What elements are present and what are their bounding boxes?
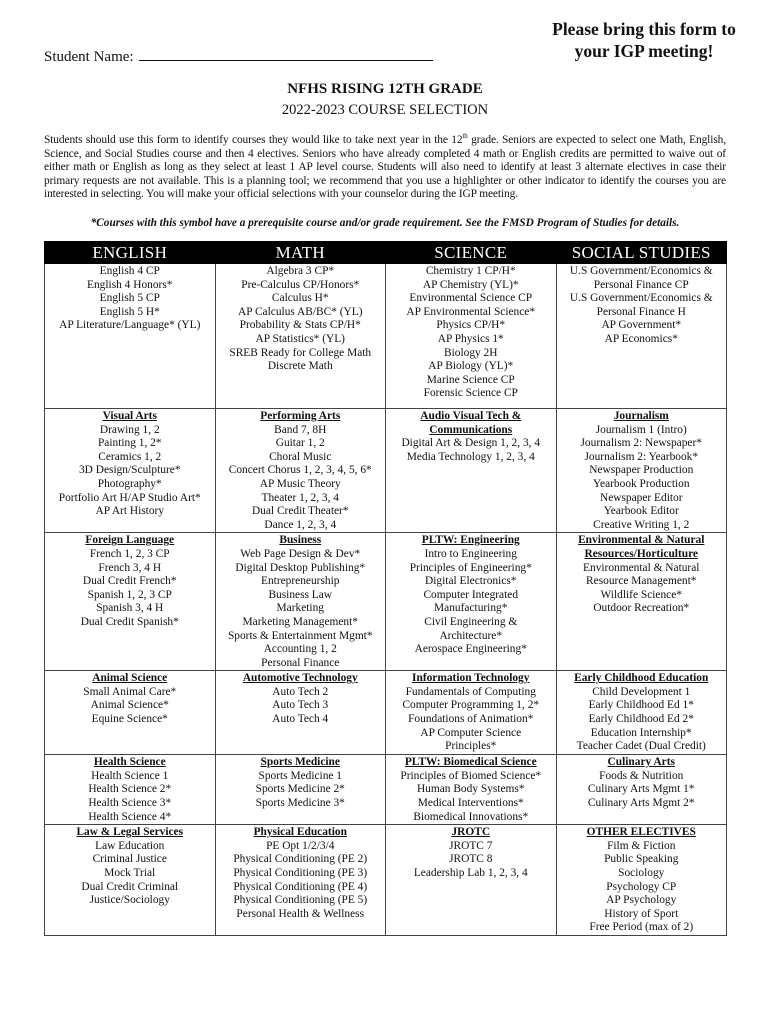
category-heading: OTHER ELECTIVES bbox=[586, 826, 696, 839]
course-item: Yearbook Production bbox=[592, 477, 690, 490]
course-item: JROTC 7 bbox=[449, 839, 493, 852]
category-heading: Culinary Arts bbox=[607, 756, 675, 769]
course-item: Discrete Math bbox=[267, 360, 333, 373]
course-item: AP Art History bbox=[95, 505, 165, 518]
course-item: Auto Tech 4 bbox=[272, 713, 329, 726]
category-heading: Business bbox=[279, 534, 322, 547]
course-item: AP Chemistry (YL)* bbox=[422, 278, 519, 291]
course-item: Early Childhood Ed 1* bbox=[588, 699, 694, 712]
course-item: Marketing Management* bbox=[242, 615, 358, 628]
course-cell bbox=[386, 409, 557, 533]
course-item: Culinary Arts Mgmt 2* bbox=[587, 797, 695, 810]
header-social-studies: SOCIAL STUDIES bbox=[556, 242, 727, 264]
course-item: Journalism 1 (Intro) bbox=[595, 423, 687, 436]
course-item: Equine Science* bbox=[91, 713, 168, 726]
course-grid bbox=[44, 241, 727, 936]
course-item: Foods & Nutrition bbox=[599, 769, 684, 782]
course-item: English 4 Honors* bbox=[87, 278, 173, 291]
course-cell bbox=[215, 264, 386, 409]
course-item: Dance 1, 2, 3, 4 bbox=[264, 518, 337, 531]
course-item: Computer Integrated bbox=[423, 588, 519, 601]
course-item: Auto Tech 2 bbox=[272, 685, 329, 698]
course-item: AP Economics* bbox=[604, 332, 678, 345]
course-item: Criminal Justice bbox=[92, 853, 167, 866]
category-heading: Animal Science bbox=[92, 672, 168, 685]
course-item: Principles of Engineering* bbox=[409, 561, 532, 574]
course-item: Ceramics 1, 2 bbox=[98, 450, 162, 463]
header-english: ENGLISH bbox=[45, 242, 216, 264]
category-heading: Health Science bbox=[93, 756, 166, 769]
course-item: PE Opt 1/2/3/4 bbox=[266, 839, 335, 852]
category-heading: PLTW: Engineering bbox=[421, 534, 520, 547]
course-item: Marine Science CP bbox=[426, 373, 515, 386]
category-heading: Visual Arts bbox=[102, 410, 157, 422]
course-item: Health Science 3* bbox=[88, 797, 172, 810]
course-item: 3D Design/Sculpture* bbox=[78, 464, 181, 477]
course-cell bbox=[45, 671, 216, 755]
course-item: Principles of Biomed Science* bbox=[400, 769, 542, 782]
course-item: Sports & Entertainment Mgmt* bbox=[227, 629, 373, 642]
course-cell bbox=[45, 533, 216, 671]
course-item: Principles* bbox=[445, 740, 497, 753]
course-item: Sports Medicine 1 bbox=[258, 769, 343, 782]
course-item: Painting 1, 2* bbox=[97, 437, 162, 450]
course-item: AP Psychology bbox=[606, 894, 677, 907]
course-item: Band 7, 8H bbox=[274, 423, 327, 436]
course-cell bbox=[556, 671, 727, 755]
course-item: Resource Management* bbox=[586, 575, 697, 588]
course-row bbox=[45, 533, 727, 671]
intro-paragraph bbox=[44, 134, 726, 202]
course-item: Wildlife Science* bbox=[600, 588, 682, 601]
course-item: Forensic Science CP bbox=[423, 387, 518, 400]
category-heading: Sports Medicine bbox=[260, 756, 340, 769]
course-item: Algebra 3 CP* bbox=[266, 265, 335, 277]
course-item: Digital Art & Design 1, 2, 3, 4 bbox=[401, 437, 541, 450]
course-item: Choral Music bbox=[269, 450, 332, 463]
course-cell bbox=[215, 409, 386, 533]
course-cell bbox=[215, 671, 386, 755]
course-cell bbox=[386, 671, 557, 755]
course-item: Dual Credit Spanish* bbox=[80, 615, 179, 628]
course-item: Outdoor Recreation* bbox=[593, 602, 690, 615]
course-cell bbox=[386, 533, 557, 671]
course-cell bbox=[215, 533, 386, 671]
course-item: English 4 CP bbox=[99, 265, 160, 277]
course-item: Chemistry 1 CP/H* bbox=[425, 265, 516, 277]
course-item: Personal Finance CP bbox=[593, 278, 689, 291]
course-item: Human Body Systems* bbox=[416, 783, 525, 796]
category-heading: Performing Arts bbox=[260, 410, 341, 422]
course-item: Physical Conditioning (PE 5) bbox=[233, 894, 368, 907]
course-item: Intro to Engineering bbox=[424, 547, 517, 560]
course-item: English 5 H* bbox=[99, 305, 160, 318]
course-item: Spanish 3, 4 H bbox=[96, 602, 164, 615]
course-item: Spanish 1, 2, 3 CP bbox=[87, 588, 172, 601]
student-name-row bbox=[44, 46, 433, 66]
course-item: Sociology bbox=[618, 867, 665, 880]
course-row bbox=[45, 409, 727, 533]
course-item: Drawing 1, 2 bbox=[99, 423, 160, 436]
course-item: Journalism 2: Newspaper* bbox=[580, 437, 702, 450]
course-item: Physical Conditioning (PE 4) bbox=[233, 880, 368, 893]
course-item: Early Childhood Ed 2* bbox=[588, 713, 694, 726]
course-item: Biomedical Innovations* bbox=[413, 810, 529, 823]
course-item: JROTC 8 bbox=[449, 853, 493, 866]
course-item: Digital Electronics* bbox=[425, 575, 517, 588]
course-cell bbox=[45, 755, 216, 825]
prerequisite-note: *Courses with this symbol have a prerequisite course and/or grade requirement. See the FMSD Program of Studies for details. bbox=[90, 217, 680, 229]
course-item: Architecture* bbox=[439, 629, 503, 642]
category-heading: Journalism bbox=[613, 410, 669, 422]
course-item: Public Speaking bbox=[604, 853, 679, 866]
course-item: Pre-Calculus CP/Honors* bbox=[241, 278, 360, 291]
course-item: Environmental Science CP bbox=[409, 292, 533, 305]
course-cell bbox=[45, 264, 216, 409]
course-cell bbox=[556, 264, 727, 409]
student-name-label: Student Name: bbox=[44, 49, 138, 65]
category-heading: JROTC bbox=[451, 826, 491, 839]
course-item: Marketing bbox=[276, 602, 324, 615]
course-cell bbox=[45, 825, 216, 936]
course-item: Animal Science* bbox=[90, 699, 169, 712]
course-item: Calculus H* bbox=[271, 292, 329, 305]
course-item: Creative Writing 1, 2 bbox=[593, 518, 690, 531]
course-item: Theater 1, 2, 3, 4 bbox=[261, 491, 339, 504]
course-item: Child Development 1 bbox=[592, 685, 691, 698]
category-heading: Automotive Technology bbox=[242, 672, 358, 685]
course-item: Film & Fiction bbox=[607, 839, 676, 852]
course-item: Web Page Design & Dev* bbox=[240, 547, 361, 560]
course-item: AP Literature/Language* (YL) bbox=[59, 319, 201, 332]
course-item: Dual Credit Theater* bbox=[251, 505, 349, 518]
course-item: Small Animal Care* bbox=[83, 685, 177, 698]
course-item: Newspaper Production bbox=[589, 464, 694, 477]
course-cell bbox=[386, 264, 557, 409]
course-item: Personal Health & Wellness bbox=[236, 907, 365, 920]
course-item: Journalism 2: Yearbook* bbox=[584, 450, 699, 463]
course-item: Medical Interventions* bbox=[417, 797, 524, 810]
course-item: Health Science 1 bbox=[91, 769, 169, 782]
course-item: Culinary Arts Mgmt 1* bbox=[587, 783, 695, 796]
course-item: Teacher Cadet (Dual Credit) bbox=[576, 740, 706, 753]
category-heading: Audio Visual Tech & Communications bbox=[420, 410, 522, 436]
course-cell bbox=[45, 409, 216, 533]
course-row bbox=[45, 755, 727, 825]
course-item: Mock Trial bbox=[104, 867, 156, 880]
header-row bbox=[45, 242, 727, 264]
course-item: Fundamentals of Computing bbox=[405, 685, 536, 698]
course-item: Free Period (max of 2) bbox=[589, 921, 694, 934]
course-item: Biology 2H bbox=[444, 346, 498, 359]
intro-text-part1: Students should use this form to identify courses they would like to take next year in the 12 bbox=[44, 134, 463, 146]
course-item: History of Sport bbox=[604, 907, 679, 920]
course-item: Aerospace Engineering* bbox=[414, 643, 527, 656]
course-cell bbox=[556, 409, 727, 533]
course-item: Digital Desktop Publishing* bbox=[235, 561, 366, 574]
intro-text-part2: grade. Seniors are expected to select one Math, English, Science, and Social Studies course and then 4 electives. Seniors who have already completed 4 math or English credits are permitted to waive out of either math or English as long as they select at least 1 AP level course. Students will also need to identify at least 3 alternate electives in case their primary requests are not available. This is a planning tool; we recommend that you use a highlighter or other indicator to identify the courses you are interested in selecting. You will make your official selections with your counselor during the IGP meeting. bbox=[44, 134, 726, 201]
intro-superscript: th bbox=[462, 132, 468, 141]
course-item: French 3, 4 H bbox=[98, 561, 162, 574]
course-item: U.S Government/Economics & bbox=[569, 292, 713, 305]
course-row bbox=[45, 264, 727, 409]
course-item: Health Science 4* bbox=[88, 810, 172, 823]
course-item: Sports Medicine 2* bbox=[255, 783, 345, 796]
course-item: Justice/Sociology bbox=[89, 894, 170, 907]
course-item: Foundations of Animation* bbox=[408, 713, 534, 726]
course-item: Sports Medicine 3* bbox=[255, 797, 345, 810]
course-item: Environmental & Natural bbox=[583, 561, 700, 574]
course-item: Portfolio Art H/AP Studio Art* bbox=[58, 491, 201, 504]
course-item: Media Technology 1, 2, 3, 4 bbox=[406, 450, 535, 463]
course-row bbox=[45, 671, 727, 755]
course-item: SREB Ready for College Math bbox=[229, 346, 372, 359]
bring-form-reminder: Please bring this form to your IGP meeting! bbox=[552, 19, 736, 61]
category-heading: Physical Education bbox=[253, 826, 347, 839]
course-item: Newspaper Editor bbox=[599, 491, 683, 504]
course-item: Leadership Lab 1, 2, 3, 4 bbox=[413, 867, 528, 880]
course-row bbox=[45, 825, 727, 936]
course-item: Yearbook Editor bbox=[603, 505, 679, 518]
course-item: Physics CP/H* bbox=[436, 319, 506, 332]
course-item: Psychology CP bbox=[606, 880, 677, 893]
course-item: Personal Finance H bbox=[596, 305, 686, 318]
header-math: MATH bbox=[215, 242, 386, 264]
course-item: Personal Finance bbox=[261, 656, 340, 669]
course-item: AP Biology (YL)* bbox=[428, 360, 514, 373]
student-name-field[interactable] bbox=[139, 46, 433, 61]
course-item: Accounting 1, 2 bbox=[263, 643, 337, 656]
course-item: Physical Conditioning (PE 2) bbox=[233, 853, 368, 866]
course-item: Education Internship* bbox=[590, 726, 692, 739]
course-item: Dual Credit French* bbox=[82, 575, 177, 588]
course-item: Manufacturing* bbox=[434, 602, 508, 615]
course-cell bbox=[386, 825, 557, 936]
course-item: Health Science 2* bbox=[88, 783, 172, 796]
header-science: SCIENCE bbox=[386, 242, 557, 264]
course-item: Computer Programming 1, 2* bbox=[402, 699, 540, 712]
course-item: AP Computer Science bbox=[420, 726, 522, 739]
course-cell bbox=[215, 825, 386, 936]
course-item: Dual Credit Criminal bbox=[81, 880, 179, 893]
category-heading: Environmental & Natural Resources/Horticulture bbox=[578, 534, 705, 560]
category-heading: Information Technology bbox=[412, 672, 530, 685]
course-item: Civil Engineering & bbox=[424, 615, 518, 628]
course-cell bbox=[556, 533, 727, 671]
course-item: Entrepreneurship bbox=[261, 575, 340, 588]
course-item: English 5 CP bbox=[99, 292, 160, 305]
course-item: Business Law bbox=[268, 588, 333, 601]
form-title: NFHS RISING 12TH GRADE bbox=[287, 81, 483, 97]
course-cell bbox=[556, 825, 727, 936]
course-item: AP Government* bbox=[601, 319, 682, 332]
category-heading: Foreign Language bbox=[85, 534, 175, 547]
course-item: Photography* bbox=[97, 477, 162, 490]
category-heading: Early Childhood Education bbox=[574, 672, 709, 685]
course-item: French 1, 2, 3 CP bbox=[89, 547, 170, 560]
course-item: U.S Government/Economics & bbox=[569, 265, 713, 277]
course-item: AP Statistics* (YL) bbox=[255, 332, 345, 345]
form-subtitle: 2022-2023 COURSE SELECTION bbox=[281, 102, 489, 118]
course-item: Auto Tech 3 bbox=[272, 699, 329, 712]
course-item: Concert Chorus 1, 2, 3, 4, 5, 6* bbox=[228, 464, 372, 477]
category-heading: PLTW: Biomedical Science bbox=[404, 756, 537, 769]
course-item: AP Physics 1* bbox=[437, 332, 504, 345]
course-item: Physical Conditioning (PE 3) bbox=[233, 867, 368, 880]
category-heading: Law & Legal Services bbox=[76, 826, 184, 839]
course-item: Probability & Stats CP/H* bbox=[239, 319, 361, 332]
course-cell bbox=[556, 755, 727, 825]
course-cell bbox=[386, 755, 557, 825]
course-item: Law Education bbox=[95, 839, 165, 852]
course-item: Guitar 1, 2 bbox=[275, 437, 325, 450]
course-cell bbox=[215, 755, 386, 825]
course-item: AP Environmental Science* bbox=[406, 305, 536, 318]
course-item: AP Music Theory bbox=[259, 477, 341, 490]
course-item: AP Calculus AB/BC* (YL) bbox=[237, 305, 363, 318]
